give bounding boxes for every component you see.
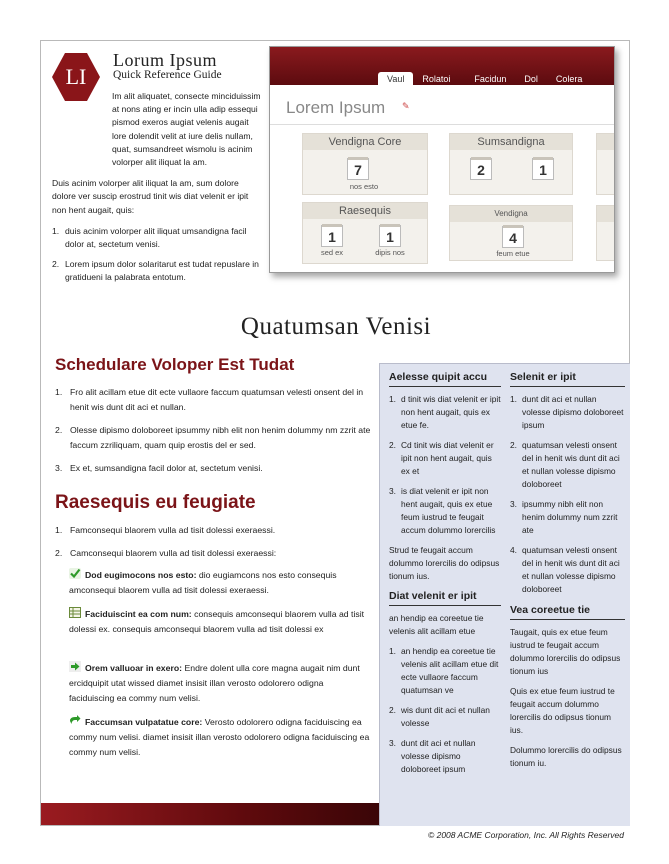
card-raesequis[interactable]: Raesequis 1 sed ex 1 dipis nos bbox=[302, 202, 428, 264]
sidebar-list bbox=[510, 393, 625, 596]
sidebar-heading: Vea coreetue tie bbox=[510, 604, 625, 620]
grid-icon bbox=[69, 607, 81, 618]
arrow-icon bbox=[69, 661, 81, 672]
logo-letters: LI bbox=[65, 64, 87, 89]
brand-subtitle: Quick Reference Guide bbox=[113, 69, 222, 81]
section-heading-1: Schedulare Voloper Est Tudat bbox=[55, 355, 295, 374]
list-item: 2. Olesse dipismo doloboreet ipsummy nibh elit non henim dolummy nm zzrit ate faccum zzriliquam, quam quip erostis del er sed. bbox=[55, 425, 371, 450]
copyright-notice: © 2008 ACME Corporation, Inc. All Rights Reserved bbox=[427, 830, 624, 840]
sidebar-column-2 bbox=[510, 371, 625, 777]
divider bbox=[270, 124, 614, 125]
share-icon bbox=[69, 715, 81, 726]
calendar-icon: 1 bbox=[379, 225, 401, 247]
calendar-icon: 7 bbox=[347, 158, 369, 180]
list-item: 4. quatumsan velesti onsent del in henit wis dunt dit aci et nullan volesse dipismo doloboreet bbox=[510, 545, 620, 594]
check-icon bbox=[69, 568, 81, 579]
card-label: nos esto bbox=[349, 182, 379, 191]
card-partial bbox=[596, 133, 615, 195]
sub-item: Orem valluoar in exero: Endre dolent ulla core magna augait nim dunt ercidquipit utat wissed diamet insisit illan verosto odolorero odigna faciduiscing ea commy num velisi. bbox=[69, 663, 360, 703]
list-item: 1. Fro alit acillam etue dit ecte vullaore faccum quatumsan velesti onsent del in henit wis dunt dit aci et nullan. bbox=[55, 387, 364, 412]
card-partial bbox=[596, 205, 615, 261]
screenshot-tabs bbox=[378, 72, 591, 85]
list-item: 1. Famconsequi blaorem vulla ad tisit dolessi exeraessi. bbox=[55, 525, 276, 535]
sidebar-paragraph: Dolummo lorercilis do odipsus tionum iu. bbox=[510, 745, 622, 768]
card-label: feum etue bbox=[496, 249, 530, 258]
card-vendigna-core[interactable]: Vendigna Core 7 nos esto bbox=[302, 133, 428, 195]
section-2-list bbox=[55, 523, 375, 561]
app-screenshot bbox=[269, 46, 615, 273]
list-item: 3. is diat velenit er ipit non hent augait, quis ex etue feum iustrud te feugait accum dolummo lorercilis bbox=[389, 486, 496, 535]
sidebar-column-1 bbox=[389, 371, 501, 783]
sidebar-heading: Diat velenit er ipit bbox=[389, 590, 501, 606]
card-label: dipis nos bbox=[375, 248, 405, 257]
intro-paragraph-1: Im alit aliquatet, consecte minciduissim at nons ating er incin ulla adip essequi pismod exeros augiat velenis augait lore dolendit velit at iure delis nullam, quat, sumsandreet wismolu is acinim volorper alit iliquat la am. bbox=[112, 91, 261, 168]
footer-bar bbox=[41, 803, 379, 825]
list-item: 1. dunt dit aci et nullan volesse dipismo doloboreet ipsum bbox=[510, 394, 624, 430]
brand-title: Lorum Ipsum bbox=[113, 50, 217, 70]
intro-text bbox=[52, 90, 262, 292]
list-item: 2. Camconsequi blaorem vulla ad tisit dolessi exeraessi: bbox=[55, 548, 277, 558]
list-item: 2. wis dunt dit aci et nullan volesse bbox=[389, 705, 490, 728]
calendar-icon: 4 bbox=[502, 226, 524, 248]
list-item: 3. ipsummy nibh elit non henim dolummy num zzrit ate bbox=[510, 499, 618, 535]
sub-item: Faccumsan vulpatatue core: Verosto odolorero odigna faciduiscing ea commy num velisi. diamet insisit illan verosto odolorero odigna faciduiscing ea commy num velisi. bbox=[69, 717, 370, 757]
sidebar-paragraph: Taugait, quis ex etue feum iustrud te feugait accum dolummo lorercilis do odipsus tionum ius bbox=[510, 627, 621, 676]
list-item: 1. an hendip ea coreetue tie velenis alit acillam etue dit ecte vullaore faccum quatumsan ve bbox=[389, 646, 499, 695]
tab-vaul[interactable]: Vaul bbox=[378, 72, 413, 85]
sidebar-paragraph: Strud te feugait accum dolummo lorercilis do odipsus tionum ius. bbox=[389, 545, 500, 581]
list-item: 2. Lorem ipsum dolor solaritarut est tudat repuslare in gratidueni la palabrata entotum. bbox=[52, 259, 259, 283]
tab-colera[interactable]: Colera bbox=[555, 74, 583, 84]
tab-dol[interactable]: Dol bbox=[524, 74, 538, 84]
sub-item: Dod eugimocons nos esto: dio eugiamcons nos esto consequis amconsequi blaorem vulla ad tisit dolessi exeraessi. bbox=[69, 570, 337, 595]
sidebar-heading: Aelesse quipit accu bbox=[389, 371, 501, 387]
list-item: 2. quatumsan velesti onsent del in henit wis dunt dit aci et nullan volesse dipismo doloboreet bbox=[510, 440, 620, 489]
section-heading-2: Raesequis eu feugiate bbox=[55, 492, 256, 513]
intro-list bbox=[52, 225, 262, 285]
screenshot-title: Lorem Ipsum bbox=[286, 98, 386, 117]
sidebar-list bbox=[389, 645, 501, 776]
page-title: Quatumsan Venisi bbox=[240, 313, 432, 340]
calendar-icon: 1 bbox=[321, 225, 343, 247]
sidebar-paragraph: Quis ex etue feum iustrud te feugait accum dolummo lorercilis do odipsus tionum ius. bbox=[510, 686, 615, 735]
edit-icon: ✎ bbox=[402, 101, 410, 111]
sub-item: Faciduiscint ea com num: consequis amconsequi blaorem vulla ad tisit dolessi ex. consequis amconsequi blaorem vulla ad tisit dolessi ex bbox=[69, 609, 365, 634]
section-1-list bbox=[55, 385, 375, 476]
card-vendigna[interactable]: Vendigna 4 feum etue bbox=[449, 205, 573, 261]
tab-rolatoi[interactable]: Rolatoi bbox=[422, 74, 451, 84]
list-item: 3. dunt dit aci et nullan volesse dipismo doloboreet ipsum bbox=[389, 738, 476, 774]
list-item: 2. Cd tinit wis diat velenit er ipit non hent augait, quis ex et bbox=[389, 440, 494, 476]
document-page bbox=[40, 40, 630, 826]
list-item: 3. Ex et, sumsandigna facil dolor at, sectetum venisi. bbox=[55, 463, 263, 473]
sidebar-box bbox=[379, 363, 630, 826]
sidebar-list bbox=[389, 393, 501, 537]
intro-paragraph-2: Duis acinim volorper alit iliquat la am, sum dolore dolore ver suscip erostrud tinit wis diat velenit er ipit non hent augait, quis: bbox=[52, 178, 249, 215]
card-label: sed ex bbox=[320, 248, 344, 257]
calendar-icon: 2 bbox=[470, 158, 492, 180]
card-sumsandigna[interactable]: Sumsandigna 2 1 bbox=[449, 133, 573, 195]
list-item: 1. duis acinim volorper alit iliquat umsandigna facil dolor at, sectetum venisi. bbox=[52, 225, 247, 250]
tab-facidun[interactable]: Facidun bbox=[474, 74, 507, 84]
sidebar-paragraph: an hendip ea coreetue tie velenis alit acillam etue bbox=[389, 613, 484, 636]
sidebar-heading: Selenit er ipit bbox=[510, 371, 625, 387]
list-item: 1. d tinit wis diat velenit er ipit non hent augait, quis ex etue fe. bbox=[389, 394, 501, 430]
calendar-icon: 1 bbox=[532, 158, 554, 180]
